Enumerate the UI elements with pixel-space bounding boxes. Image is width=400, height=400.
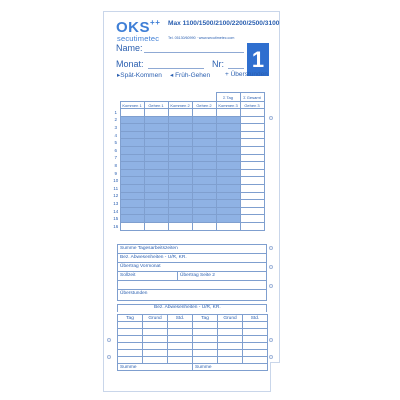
- absence-cell[interactable]: [168, 336, 193, 343]
- absence-cell[interactable]: [218, 336, 243, 343]
- time-cell[interactable]: [120, 162, 144, 170]
- time-cell[interactable]: [192, 215, 216, 223]
- day-number: 16: [113, 223, 119, 229]
- time-cell[interactable]: [192, 222, 216, 230]
- compatible-models: Max 1100/1500/2100/2200/2500/3100: [168, 20, 280, 27]
- time-cell[interactable]: [120, 207, 144, 215]
- time-cell[interactable]: [168, 207, 192, 215]
- time-cell[interactable]: [240, 109, 264, 117]
- absence-column-header: Tag: [118, 315, 143, 322]
- time-cell[interactable]: [168, 184, 192, 192]
- name-line: [144, 52, 244, 53]
- absence-column-header: Grund: [218, 315, 243, 322]
- number-label: Nr:: [212, 59, 224, 69]
- absence-cell[interactable]: [168, 329, 193, 336]
- day-number: 9: [112, 169, 120, 177]
- punch-hole: [269, 284, 273, 288]
- time-cell[interactable]: [192, 124, 216, 132]
- absence-cell[interactable]: [118, 357, 143, 364]
- time-cell[interactable]: [192, 116, 216, 124]
- legend-early-out: ◂ Früh-Gehen: [170, 72, 211, 79]
- legend-late-in: ▸Spät-Kommen: [117, 72, 162, 79]
- grid-row: [112, 154, 264, 162]
- absence-cell[interactable]: [168, 343, 193, 350]
- time-cell[interactable]: [168, 162, 192, 170]
- time-cell[interactable]: [144, 215, 168, 223]
- absence-row: [118, 322, 268, 329]
- absence-column-header: Std.: [243, 315, 268, 322]
- time-grid: [112, 92, 265, 231]
- absence-cell[interactable]: [168, 357, 193, 364]
- time-cell[interactable]: [120, 139, 144, 147]
- time-cell[interactable]: [192, 192, 216, 200]
- day-number: 10: [113, 178, 119, 184]
- absence-units-label: Bez. Abwesenheiten - U/R, KR.: [120, 255, 187, 260]
- time-cell[interactable]: [144, 146, 168, 154]
- grid-row: [112, 109, 264, 117]
- absence-cell[interactable]: [193, 329, 218, 336]
- absence-table: [117, 314, 268, 371]
- day-number: 4: [112, 131, 120, 139]
- time-cell[interactable]: [120, 222, 144, 230]
- time-cell[interactable]: [168, 177, 192, 185]
- time-cell[interactable]: [120, 109, 144, 117]
- absence-column-header: Grund: [143, 315, 168, 322]
- time-cell[interactable]: [216, 192, 240, 200]
- time-cell[interactable]: [240, 177, 264, 185]
- legend-overtime: + Überstunden: [225, 71, 268, 78]
- time-cell[interactable]: [144, 154, 168, 162]
- grid-row: [112, 146, 264, 154]
- punch-hole: [269, 246, 273, 250]
- grid-row: [112, 131, 264, 139]
- time-cell[interactable]: [216, 169, 240, 177]
- time-cell[interactable]: [216, 109, 240, 117]
- absence-cell[interactable]: [243, 350, 268, 357]
- carry-prev-month-label: Übertrag Vormonat: [120, 264, 161, 269]
- time-cell[interactable]: [240, 169, 264, 177]
- absence-cell[interactable]: [243, 343, 268, 350]
- time-cell[interactable]: [240, 124, 264, 132]
- punch-hole: [269, 355, 273, 359]
- day-number: 13: [113, 200, 119, 206]
- time-cell[interactable]: [192, 139, 216, 147]
- absence-cell[interactable]: [168, 350, 193, 357]
- day-number: 7: [112, 154, 120, 162]
- name-label: Name:: [116, 43, 143, 53]
- grid-row: [112, 200, 264, 208]
- grid-column-header: Kommen 2: [168, 102, 192, 109]
- number-line: [228, 68, 244, 69]
- time-cell[interactable]: [144, 192, 168, 200]
- time-cell[interactable]: [216, 177, 240, 185]
- time-cell[interactable]: [216, 222, 240, 230]
- punch-hole: [107, 355, 111, 359]
- absence-column-header: Tag: [193, 315, 218, 322]
- absence-cell[interactable]: [243, 329, 268, 336]
- day-number: 1: [112, 109, 120, 117]
- time-cell[interactable]: [168, 200, 192, 208]
- absence-cell[interactable]: [218, 357, 243, 364]
- time-cell[interactable]: [120, 177, 144, 185]
- time-cell[interactable]: [216, 146, 240, 154]
- time-cell[interactable]: [120, 116, 144, 124]
- absence-cell[interactable]: [118, 336, 143, 343]
- time-cell[interactable]: [216, 154, 240, 162]
- month-label: Monat:: [116, 59, 144, 69]
- absence-cell[interactable]: [193, 322, 218, 329]
- day-number: 5: [112, 139, 120, 147]
- day-number: 3: [112, 124, 120, 132]
- time-cell[interactable]: [144, 207, 168, 215]
- time-cell[interactable]: [192, 131, 216, 139]
- month-line: [148, 68, 204, 69]
- time-cell[interactable]: [240, 184, 264, 192]
- absence-cell[interactable]: [143, 322, 168, 329]
- grid-row: [112, 222, 264, 230]
- contact-info: Tel. 05130/60990 · www.secutimetec.com: [168, 36, 235, 40]
- absence-column-header: Std.: [168, 315, 193, 322]
- time-cell[interactable]: [120, 169, 144, 177]
- time-cell[interactable]: [192, 184, 216, 192]
- time-cell[interactable]: [240, 139, 264, 147]
- grid-row: [112, 169, 264, 177]
- time-cell[interactable]: [192, 200, 216, 208]
- absence-row: [118, 336, 268, 343]
- time-cell[interactable]: [120, 146, 144, 154]
- time-cell[interactable]: [144, 177, 168, 185]
- punch-hole: [107, 338, 111, 342]
- time-cell[interactable]: [240, 200, 264, 208]
- punch-hole: [269, 338, 273, 342]
- absence-cell[interactable]: [118, 329, 143, 336]
- time-cell[interactable]: [216, 215, 240, 223]
- time-cell[interactable]: [216, 207, 240, 215]
- time-cell[interactable]: [192, 146, 216, 154]
- grid-row: [112, 116, 264, 124]
- time-cell[interactable]: [192, 109, 216, 117]
- time-cell[interactable]: [120, 184, 144, 192]
- time-cell[interactable]: [120, 215, 144, 223]
- time-cell[interactable]: [168, 146, 192, 154]
- card-corner-cut: [270, 362, 280, 392]
- absence-cell[interactable]: [193, 343, 218, 350]
- time-cell[interactable]: [144, 116, 168, 124]
- absence-cell[interactable]: [243, 357, 268, 364]
- overtime-hours-label: Überstunden: [120, 291, 148, 296]
- time-cell[interactable]: [120, 200, 144, 208]
- time-cell[interactable]: [120, 154, 144, 162]
- grid-column-header: Kommen 1: [120, 102, 144, 109]
- grid-column-header: Gehen 3: [240, 102, 264, 109]
- carry-page2-label: Übertrag Seite 2: [180, 273, 215, 278]
- time-cell[interactable]: [216, 131, 240, 139]
- grid-row: [112, 207, 264, 215]
- time-cell[interactable]: [168, 131, 192, 139]
- brand-name: secutimetec: [117, 34, 160, 43]
- time-cell[interactable]: [192, 207, 216, 215]
- card-number-badge: 1: [247, 43, 269, 76]
- absence-cell[interactable]: [118, 350, 143, 357]
- time-cell[interactable]: [168, 154, 192, 162]
- day-number: 14: [113, 208, 119, 214]
- absence-cell[interactable]: [218, 329, 243, 336]
- absence-cell[interactable]: [143, 343, 168, 350]
- time-cell[interactable]: [144, 124, 168, 132]
- grid-row: [112, 192, 264, 200]
- time-cell[interactable]: [168, 109, 192, 117]
- time-cell[interactable]: [144, 131, 168, 139]
- absence-row: [118, 329, 268, 336]
- time-cell[interactable]: [240, 154, 264, 162]
- absence-cell[interactable]: [118, 322, 143, 329]
- target-hours-label: Sollzeit: [120, 273, 136, 278]
- time-cell[interactable]: [144, 169, 168, 177]
- daily-total-label: Summe Tagesarbeitszeiten: [120, 246, 178, 251]
- grid-row: [112, 215, 264, 223]
- time-cell[interactable]: [216, 116, 240, 124]
- time-cell[interactable]: [216, 162, 240, 170]
- time-cell[interactable]: [192, 177, 216, 185]
- absence-cell[interactable]: [143, 357, 168, 364]
- punch-hole: [269, 265, 273, 269]
- absence-cell[interactable]: [193, 350, 218, 357]
- time-card: [103, 11, 280, 392]
- time-cell[interactable]: [240, 222, 264, 230]
- absence-row: [118, 343, 268, 350]
- time-cell[interactable]: [240, 215, 264, 223]
- absence-sum-left: Summe: [118, 364, 193, 371]
- time-cell[interactable]: [192, 154, 216, 162]
- time-cell[interactable]: [240, 131, 264, 139]
- sum-total-header: Σ Gesamt: [240, 93, 264, 102]
- time-cell[interactable]: [144, 200, 168, 208]
- time-cell[interactable]: [240, 162, 264, 170]
- absence-cell[interactable]: [168, 322, 193, 329]
- absence-cell[interactable]: [143, 336, 168, 343]
- punch-hole: [269, 116, 273, 120]
- absence-cell[interactable]: [193, 336, 218, 343]
- absence-row: [118, 350, 268, 357]
- grid-row: [112, 184, 264, 192]
- absence-cell[interactable]: [218, 350, 243, 357]
- time-cell[interactable]: [192, 169, 216, 177]
- time-cell[interactable]: [144, 222, 168, 230]
- absence-cell[interactable]: [118, 343, 143, 350]
- absence-cell[interactable]: [193, 357, 218, 364]
- time-cell[interactable]: [168, 116, 192, 124]
- time-cell[interactable]: [192, 162, 216, 170]
- time-cell[interactable]: [144, 162, 168, 170]
- day-number: 6: [112, 146, 120, 154]
- absence-cell[interactable]: [143, 350, 168, 357]
- absence-sum-right: Summe: [193, 364, 268, 371]
- time-cell[interactable]: [168, 222, 192, 230]
- time-cell[interactable]: [240, 192, 264, 200]
- absence-cell[interactable]: [143, 329, 168, 336]
- time-cell[interactable]: [240, 146, 264, 154]
- time-cell[interactable]: [144, 139, 168, 147]
- time-cell[interactable]: [216, 184, 240, 192]
- day-number: 2: [112, 116, 120, 124]
- time-cell[interactable]: [144, 109, 168, 117]
- grid-column-header: Gehen 2: [192, 102, 216, 109]
- time-cell[interactable]: [216, 124, 240, 132]
- grid-column-header: Kommen 3: [216, 102, 240, 109]
- day-number: 12: [113, 193, 119, 199]
- grid-row: [112, 124, 264, 132]
- absence-cell[interactable]: [243, 322, 268, 329]
- time-cell[interactable]: [168, 192, 192, 200]
- brand-logo: OKS++: [116, 18, 161, 36]
- time-cell[interactable]: [120, 131, 144, 139]
- grid-row: [112, 177, 264, 185]
- time-cell[interactable]: [168, 139, 192, 147]
- time-cell[interactable]: [168, 215, 192, 223]
- absence-cell[interactable]: [243, 336, 268, 343]
- time-cell[interactable]: [120, 192, 144, 200]
- absence-cell[interactable]: [218, 322, 243, 329]
- time-cell[interactable]: [216, 200, 240, 208]
- grid-column-header: Gehen 1: [144, 102, 168, 109]
- time-cell[interactable]: [240, 207, 264, 215]
- time-cell[interactable]: [240, 116, 264, 124]
- day-number: 15: [113, 216, 119, 222]
- time-cell[interactable]: [168, 124, 192, 132]
- sum-day-header: Σ Tag: [216, 93, 240, 102]
- time-cell[interactable]: [144, 184, 168, 192]
- day-number: 11: [113, 185, 119, 191]
- day-number: 8: [112, 162, 120, 170]
- grid-row: [112, 162, 264, 170]
- time-cell[interactable]: [120, 124, 144, 132]
- absence-table-title: Bez. Abwesenheiten - U/R, KR.: [154, 305, 221, 310]
- absence-row: [118, 357, 268, 364]
- grid-row: [112, 139, 264, 147]
- time-cell[interactable]: [216, 139, 240, 147]
- time-cell[interactable]: [168, 169, 192, 177]
- absence-cell[interactable]: [218, 343, 243, 350]
